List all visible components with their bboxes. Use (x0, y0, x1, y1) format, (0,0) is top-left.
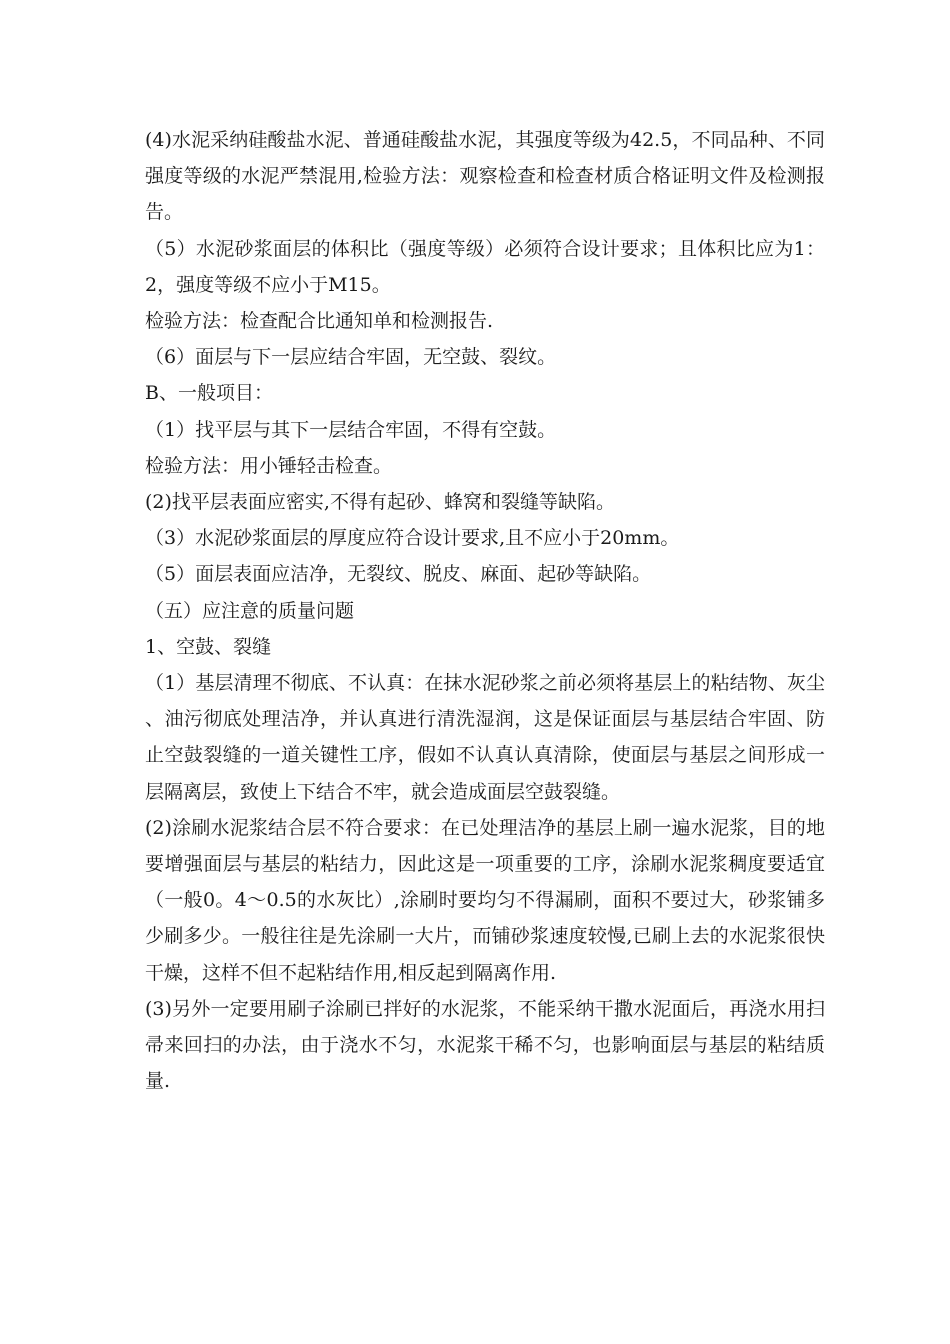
paragraph-leveling-layer: （1）找平层与其下一层结合牢固，不得有空鼓。 (145, 418, 557, 441)
paragraph-inspection-method-1: 检验方法：检查配合比通知单和检测报告. (145, 310, 494, 333)
paragraph-bonding: （6）面层与下一层应结合牢固，无空鼓、裂纹。 (145, 346, 557, 369)
paragraph-brush-application: (3)另外一定要用刷子涂刷已拌好的水泥浆，不能采纳干撒水泥面后，再浇水用扫帚来回扫的办法，由于浇水不匀，水泥浆干稀不匀，也影响面层与基层的粘结质量. (145, 997, 825, 1093)
paragraph-mortar-ratio: （5）水泥砂浆面层的体积比（强度等级）必须符合设计要求；且体积比应为1：2，强度等级不应小于M15。 (145, 237, 825, 296)
paragraph-base-cleaning: （1）基层清理不彻底、不认真：在抹水泥砂浆之前必须将基层上的粘结物、灰尘、油污彻底处理洁净，并认真进行清洗湿润，这是保证面层与基层结合牢固、防止空鼓裂缝的一道关键性工序，假如不认真认真清除，使面层与基层之间形成一层隔离层，致使上下结合不牢，就会造成面层空鼓裂缝。 (145, 672, 825, 803)
paragraph-leveling-surface: (2)找平层表面应密实,不得有起砂、蜂窝和裂缝等缺陷。 (145, 491, 615, 514)
paragraph-thickness: （3）水泥砂浆面层的厚度应符合设计要求,且不应小于20mm。 (145, 527, 680, 550)
section-heading-quality-issues: （五）应注意的质量问题 (145, 599, 355, 622)
paragraph-cement-type: (4)水泥采纳硅酸盐水泥、普通硅酸盐水泥，其强度等级为42.5，不同品种、不同强度等级的水泥严禁混用,检验方法：观察检查和检查材质合格证明文件及检测报告。 (145, 129, 825, 224)
section-heading-general-items: B、一般项目： (145, 382, 273, 405)
paragraph-inspection-method-2: 检验方法：用小锤轻击检查。 (145, 454, 393, 477)
subheading-hollow-cracks: 1、空鼓、裂缝 (145, 635, 272, 658)
paragraph-surface-clean: （5）面层表面应洁净，无裂纹、脱皮、麻面、起砂等缺陷。 (145, 563, 652, 586)
document-body (145, 122, 825, 1099)
paragraph-cement-slurry: (2)涂刷水泥浆结合层不符合要求：在已处理洁净的基层上刷一遍水泥浆，目的地要增强面层与基层的粘结力，因此这是一项重要的工序，涂刷水泥浆稠度要适宜（一般0。4～0.5的水灰比）,涂刷时要均匀不得漏刷，面积不要过大，砂浆铺多少刷多少。一般往往是先涂刷一大片，而铺砂浆速度较慢,已刷上去的水泥浆很快干燥，这样不但不起粘结作用,相反起到隔离作用. (145, 816, 825, 984)
